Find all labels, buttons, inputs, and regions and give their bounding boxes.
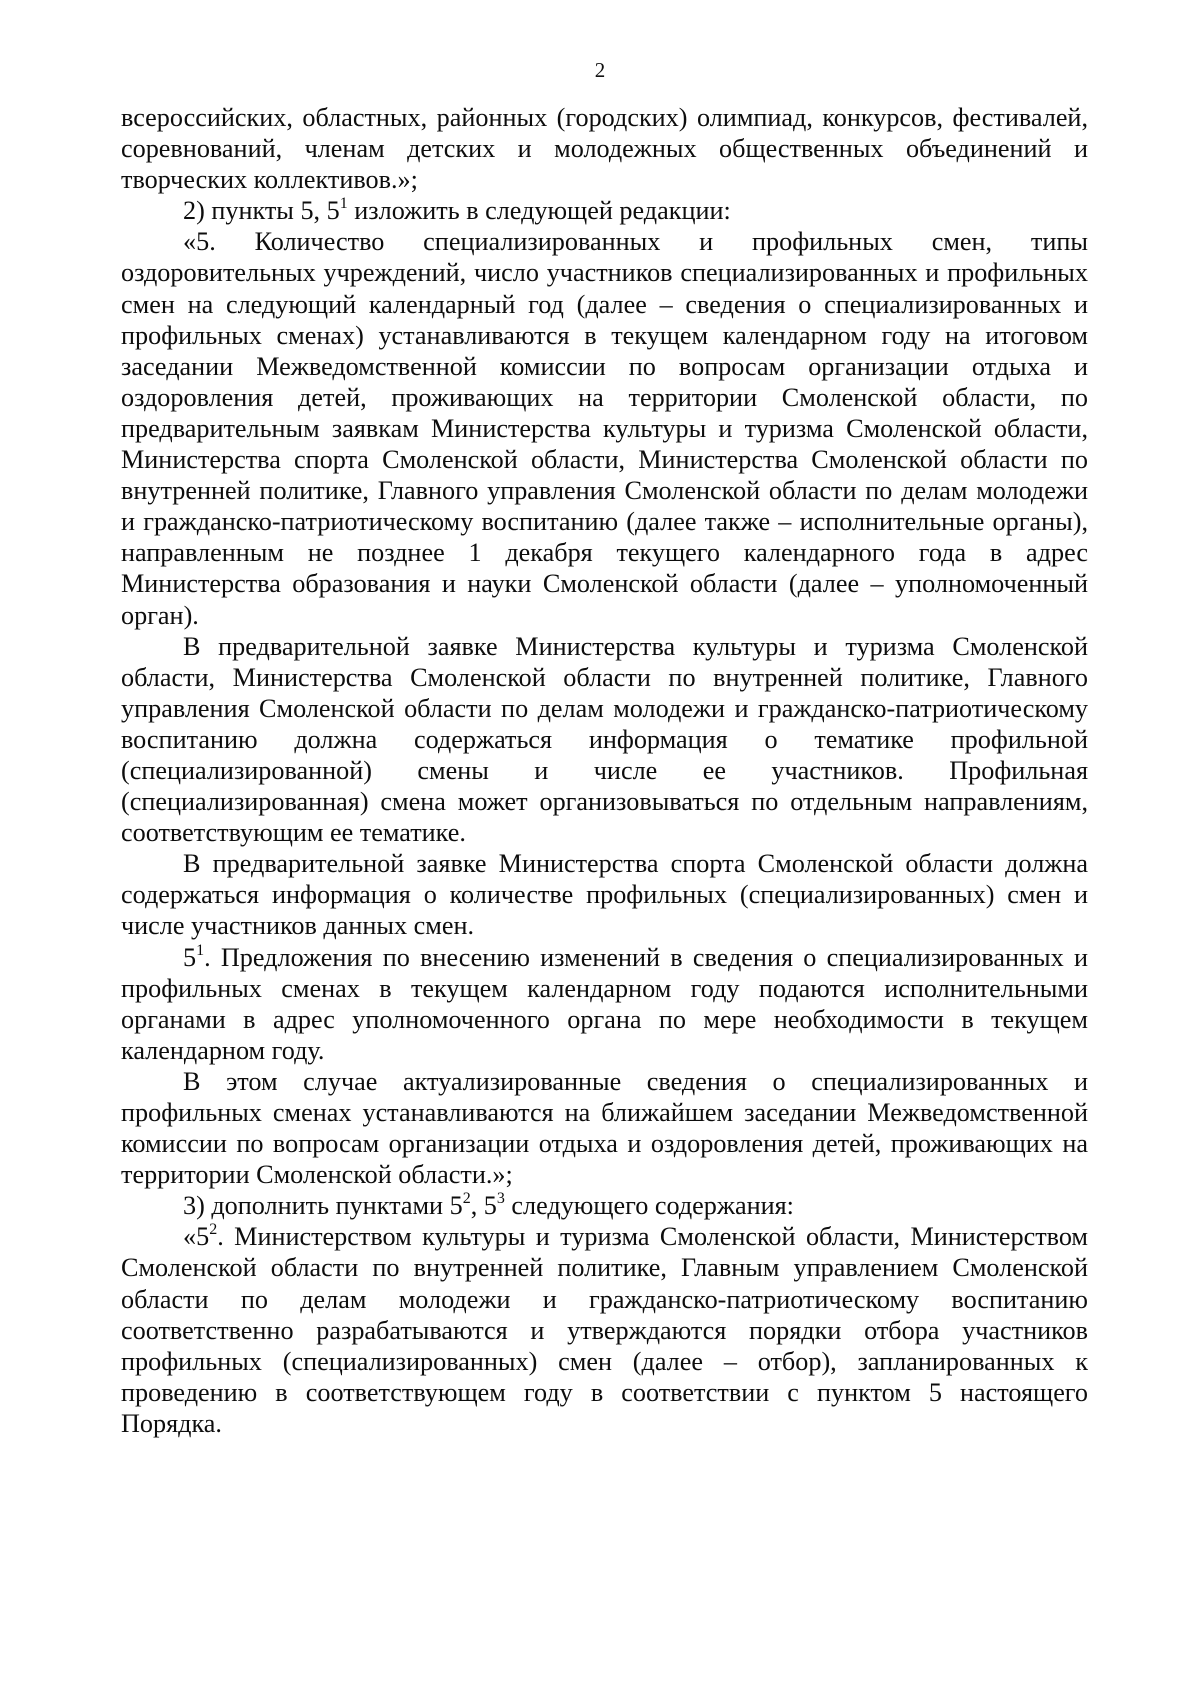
paragraph <box>121 195 1088 226</box>
paragraph <box>121 102 1088 195</box>
paragraph-text: . Предложения по внесению изменений в сведения о специализированных и профильных сменах в текущем календарном году подаются исполнительными органами в адрес уполномоченного органа по мере необходимости в текущем календарном году. <box>121 942 1088 1065</box>
paragraph-text: «5 <box>183 1222 210 1252</box>
paragraph-text: всероссийских, областных, районных (городских) олимпиад, конкурсов, фестивалей, соревнований, членам детских и молодежных общественных объединений и творческих коллективов.»; <box>121 103 1088 195</box>
paragraph <box>121 1066 1088 1190</box>
paragraph-text: изложить в следующей редакции: <box>347 196 731 226</box>
paragraph-text: В предварительной заявке Министерства культуры и туризма Смоленской области, Министерства Смоленской области по внутренней политике, Главного управления Смоленской области по делам молодежи и гражданско-патриотическому воспитанию должна содержаться информация о тематике профильной (специализированной) смены и числе ее участников. Профильная (специализированная) смена может организовываться по отдельным направлениям, соответствующим ее тематике. <box>121 631 1088 848</box>
superscript: 1 <box>196 941 205 959</box>
paragraph-text: , 5 <box>470 1191 497 1221</box>
superscript: 1 <box>339 195 348 213</box>
superscript: 3 <box>496 1190 505 1208</box>
paragraph-text: . Министерством культуры и туризма Смоленской области, Министерством Смоленской области по внутренней политике, Главным управлением Смоленской области по делам молодежи и гражданско-патриотическому воспитанию соответственно разрабатываются и утверждаются порядки отбора участников профильных (специализированных) смен (далее – отбор), запланированных к проведению в соответствующем году в соответствии с пунктом 5 настоящего Порядка. <box>121 1222 1088 1438</box>
document-body <box>121 102 1088 1439</box>
paragraph-text: 2) пункты 5, 5 <box>183 196 340 226</box>
paragraph-text: В этом случае актуализированные сведения о специализированных и профильных сменах устанавливаются на ближайшем заседании Межведомственной комиссии по вопросам организации отдыха и оздоровления детей, проживающих на территории Смоленской области.»; <box>121 1066 1088 1190</box>
superscript: 2 <box>209 1221 218 1239</box>
page-number: 2 <box>594 58 606 82</box>
paragraph-text: «5. Количество специализированных и профильных смен, типы оздоровительных учреждений, число участников специализированных и профильных смен на следующий календарный год (далее – сведения о специализированных и профильных сменах) устанавливаются в текущем календарном году на итоговом заседании Межведомственной комиссии по вопросам организации отдыха и оздоровления детей, проживающих на территории Смоленской области, по предварительным заявкам Министерства культуры и туризма Смоленской области, Министерства спорта Смоленской области, Министерства Смоленской области по внутренней политике, Главного управления Смоленской области по делам молодежи и гражданско-патриотическому воспитанию (далее также – исполнительные органы), направленным не позднее 1 декабря текущего календарного года в адрес Министерства образования и науки Смоленской области (далее – уполномоченный орган). <box>121 227 1088 630</box>
paragraph <box>121 1190 1088 1221</box>
paragraph <box>121 631 1088 849</box>
paragraph <box>121 848 1088 941</box>
paragraph-text: 3) дополнить пунктами 5 <box>183 1191 463 1221</box>
paragraph-text: В предварительной заявке Министерства спорта Смоленской области должна содержаться информация о количестве профильных (специализированных) смен и числе участников данных смен. <box>121 849 1088 941</box>
superscript: 2 <box>462 1190 471 1208</box>
paragraph-text: 5 <box>183 942 197 972</box>
paragraph <box>121 226 1088 630</box>
paragraph-text: следующего содержания: <box>504 1191 794 1221</box>
paragraph <box>121 1221 1088 1439</box>
paragraph <box>121 942 1088 1066</box>
